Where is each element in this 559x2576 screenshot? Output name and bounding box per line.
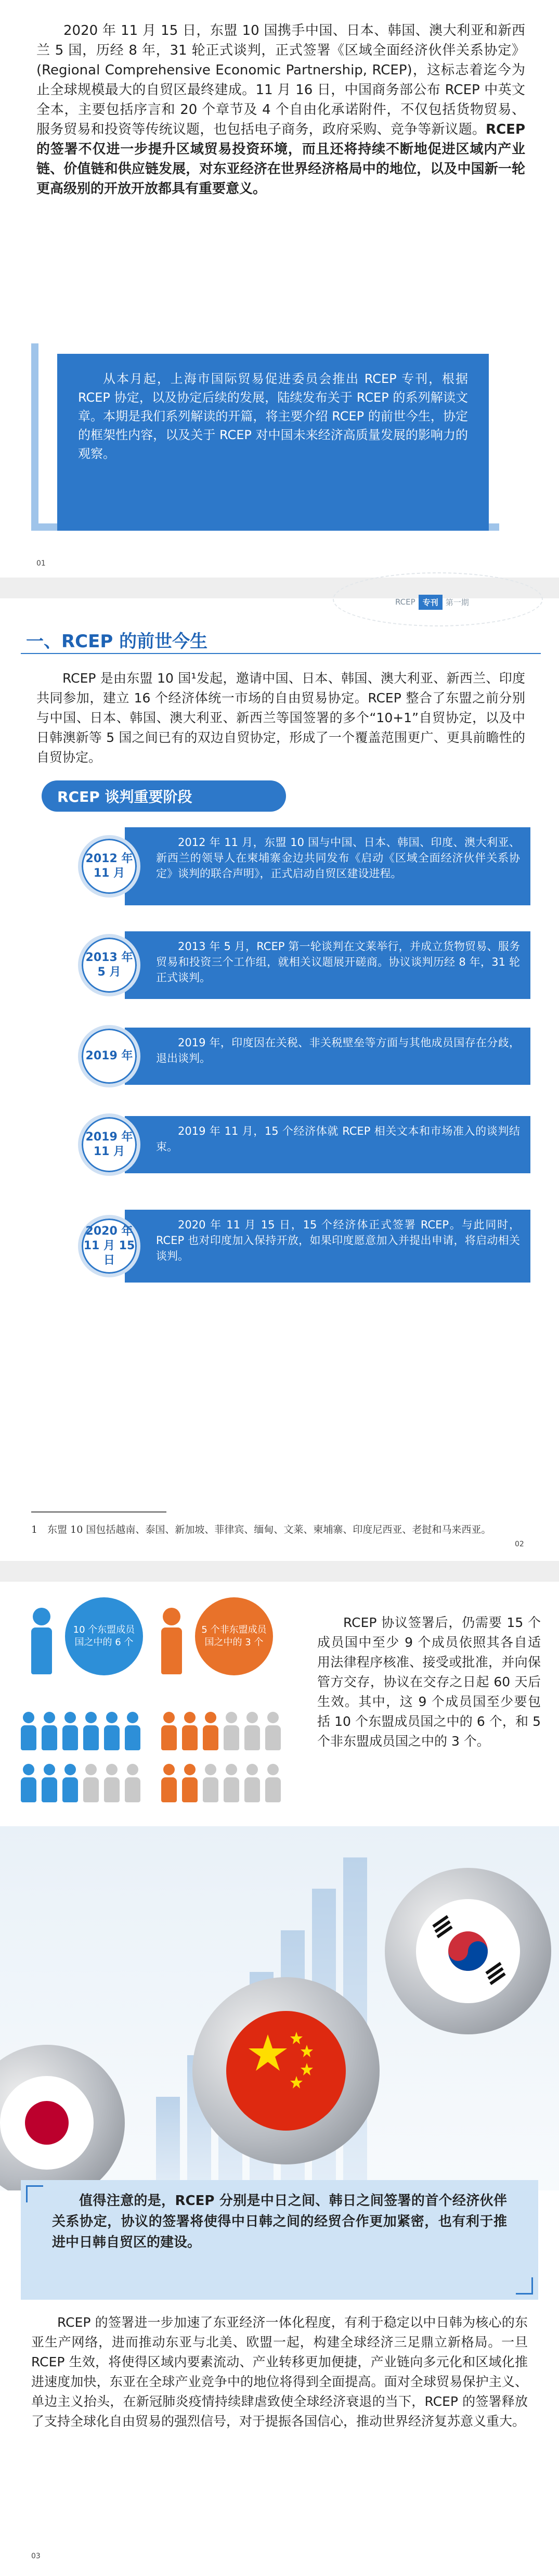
timeline-year-badge — [78, 1025, 140, 1087]
timeline-text: 2020 年 11 月 15 日，15 个经济体正式签署 RCEP。与此同时，RCEP 也对印度加入保持开放，如果印度愿意加入并提出申请，将启动相关谈判。 — [156, 1219, 520, 1262]
footnote-rule — [31, 1511, 166, 1513]
person-icon-asean — [21, 1712, 36, 1753]
person-icon-asean — [104, 1712, 120, 1753]
asean-bubble — [65, 1597, 143, 1675]
asean-bubble-text: 10 个东盟成员国之中的 6 个 — [73, 1624, 135, 1648]
highlight-text: 值得注意的是，RCEP 分别是中日之间、韩日之间签署的首个经济伙伴关系协定，协议的签署将使得中日韩之间的经贸合作更加紧密，也有利于推进中日韩自贸区的建设。 — [52, 2193, 507, 2250]
gears-flags-illustration — [0, 1826, 559, 2190]
timeline-text: 2012 年 11 月，东盟 10 国与中国、日本、韩国、印度、澳大利亚、新西兰的领导人在柬埔寨金边共同发布《启动《区域全面经济伙伴关系协定》谈判的联合声明》，正式启动自贸区建设进程。 — [156, 836, 520, 880]
person-icon-asean — [31, 1608, 52, 1675]
timeline-text-box — [125, 827, 530, 905]
closing-text: RCEP 的签署进一步加速了东亚经济一体化程度，有利于稳定以中日韩为核心的东亚生产网络，进而推动东亚与北美、欧盟一起，构建全球经济三足鼎立新格局。一旦 RCEP 生效，将使得区域内要素流动、产业转移更加便捷，产业链向多元化和区域化推进速度加快，东亚在全球产业竞争中的地位将得到全面提高。面对全球贸易保护主义、单边主义抬头，在新冠肺炎疫情持续肆虐致使全球经济衰退的当下，RCEP 的签署释放了支持全球化自由贸易的强烈信号，对于提振各国信心，推动世界经济复苏意义重大。 — [31, 2315, 528, 2429]
person-icon-non-asean — [161, 1608, 182, 1675]
closing-section — [31, 2313, 528, 2431]
footnote-text: 1 东盟 10 国包括越南、泰国、新加坡、菲律宾、缅甸、文莱、柬埔寨、印度尼西亚、老挝和马来西亚。 — [31, 1524, 491, 1535]
year-line-2: 5 月 — [97, 966, 121, 979]
person-icon-other — [104, 1764, 120, 1805]
person-icon-asean — [62, 1764, 78, 1805]
ratification-text-block — [317, 1613, 541, 1751]
person-icon-non-asean — [161, 1712, 177, 1753]
person-icon-asean — [42, 1712, 57, 1753]
japan-flag-icon — [0, 2076, 94, 2170]
timeline-text-box — [125, 1116, 530, 1173]
timeline-year-badge — [78, 1215, 140, 1277]
person-icon-asean — [62, 1712, 78, 1753]
person-icon-asean — [83, 1712, 99, 1753]
timeline-text-box — [125, 931, 530, 999]
year-line-1: 2020 年 — [85, 1225, 133, 1238]
running-head — [395, 591, 469, 613]
person-icon-non-asean — [182, 1764, 198, 1805]
timeline-text: 2019 年，印度因在关税、非关税壁垒等方面与其他成员国存在分歧，退出谈判。 — [156, 1036, 520, 1065]
section-underline — [21, 653, 541, 654]
timeline-text: 2013 年 5 月，RCEP 第一轮谈判在文莱举行，并成立货物贸易、服务贸易和投资三个工作组，就相关议题展开磋商。协议谈判历经 8 年，31 轮正式谈判。 — [156, 940, 520, 984]
year-line-1: 2012 年 — [85, 852, 133, 865]
person-icon-asean — [42, 1764, 57, 1805]
person-icon-other — [83, 1764, 99, 1805]
person-icon-other — [244, 1764, 260, 1805]
intro-bold-text: RCEP 的签署不仅进一步提升区域贸易投资环境，而且还将持续不断地促进区域内产业链、价值链和供应链发展，对东亚经济在世界经济格局中的地位，以及中国新一轮更高级别的开放开放都具有重要意义。 — [36, 122, 525, 197]
chart-bar-decoration — [156, 2097, 180, 2190]
year-line-1: 2019 年 — [85, 1131, 133, 1144]
korea-flag-icon — [416, 1899, 520, 2003]
person-icon-other — [224, 1712, 239, 1753]
year-line-1: 2019 年 — [85, 1049, 133, 1062]
timeline-year-badge — [78, 835, 140, 898]
person-icon-asean — [21, 1764, 36, 1805]
timeline-year-badge — [78, 1113, 140, 1176]
running-head-prefix: RCEP — [395, 597, 415, 607]
member-infographic — [21, 1577, 322, 1837]
timeline-text-box — [125, 1028, 530, 1085]
person-icon-non-asean — [182, 1712, 198, 1753]
person-icon-other — [224, 1764, 239, 1805]
highlight-box — [21, 2180, 538, 2300]
running-head-box: 专刊 — [419, 595, 443, 610]
timeline-text-box — [125, 1210, 530, 1283]
timeline-year-badge — [78, 934, 140, 996]
page-number: 01 — [36, 559, 46, 568]
timeline-heading: RCEP 谈判重要阶段 — [42, 780, 286, 812]
year-line-2: 11 月 — [93, 867, 125, 880]
rcep-intro-body — [36, 669, 525, 767]
person-icon-other — [244, 1712, 260, 1753]
year-line-1: 2013 年 — [85, 951, 133, 964]
intro-paragraph — [36, 21, 525, 199]
intro-text: 2020 年 11 月 15 日，东盟 10 国携手中国、日本、韩国、澳大利亚和新西兰 5 国，历经 8 年，31 轮正式谈判，正式签署《区域全面经济伙伴关系协定》(Regional Comprehensive Economic Partnership, RCEP)，这标志着迄今为止全球规模最大的自贸区最终建成。11 月 16 日，中国商务部公布 RCEP 中英文全本，主要包括序言和 20 个章节及 4 个自由化承诺附件，不仅包括货物贸易、服务贸易和投资等传统议题，也包括电子商务，政府采购、竞争等新议题。 — [36, 23, 525, 137]
timeline-text: 2019 年 11 月，15 个经济体就 RCEP 相关文本和市场准入的谈判结束。 — [156, 1125, 520, 1153]
person-icon-other — [265, 1712, 281, 1753]
person-icon-non-asean — [203, 1712, 218, 1753]
rcep-intro-text: RCEP 是由东盟 10 国¹发起，邀请中国、日本、韩国、澳大利亚、新西兰、印度共同参加，建立 16 个经济体统一市场的自由贸易协定。RCEP 整合了东盟之前分别与中国、日本、韩国、澳大利亚、新西兰等国签署的多个“10+1”自贸协定，以及中日韩澳新等 5 国之间已有的双边自贸协定，形成了一个覆盖范围更广、更具前瞻性的自贸协定。 — [36, 671, 525, 765]
year-line-2: 11 月 — [93, 1145, 125, 1158]
callout-box — [57, 354, 489, 531]
page-number: 02 — [515, 1540, 524, 1548]
footnote — [31, 1522, 520, 1537]
callout-text: 从本月起，上海市国际贸易促进委员会推出 RCEP 专刊，根据 RCEP 协定，以及协定后续的发展，陆续发布关于 RCEP 的系列解读文章。本期是我们系列解读的开篇，将主要介绍 RCEP 的前世今生，协定的框架性内容，以及关于 RCEP 对中国未来经济高质量发展的影响力的观察。 — [78, 371, 468, 461]
page-number: 03 — [31, 2552, 41, 2560]
non-asean-bubble — [195, 1597, 273, 1675]
year-line-2: 11 月 15 日 — [83, 1239, 135, 1267]
person-icon-other — [203, 1764, 218, 1805]
non-asean-bubble-text: 5 个非东盟成员国之中的 3 个 — [201, 1624, 267, 1648]
section-title: 一、RCEP 的前世今生 — [26, 631, 208, 652]
person-icon-other — [125, 1764, 140, 1805]
intro-section — [36, 21, 525, 204]
person-icon-other — [265, 1764, 281, 1805]
running-head-suffix: 第一期 — [445, 597, 469, 607]
ratification-text: RCEP 协议签署后，仍需要 15 个成员国中至少 9 个成员依照其各自适用法律程序核准、接受或批准，并向保管方交存，协议在交存之日起 60 天后生效。其中，这 9 个成员国至少要包括 10 个东盟成员国之中的 6 个，和 5 个非东盟成员国之中的 3 个。 — [317, 1615, 541, 1749]
china-flag-icon — [226, 2011, 346, 2131]
person-icon-asean — [125, 1712, 140, 1753]
person-icon-non-asean — [161, 1764, 177, 1805]
